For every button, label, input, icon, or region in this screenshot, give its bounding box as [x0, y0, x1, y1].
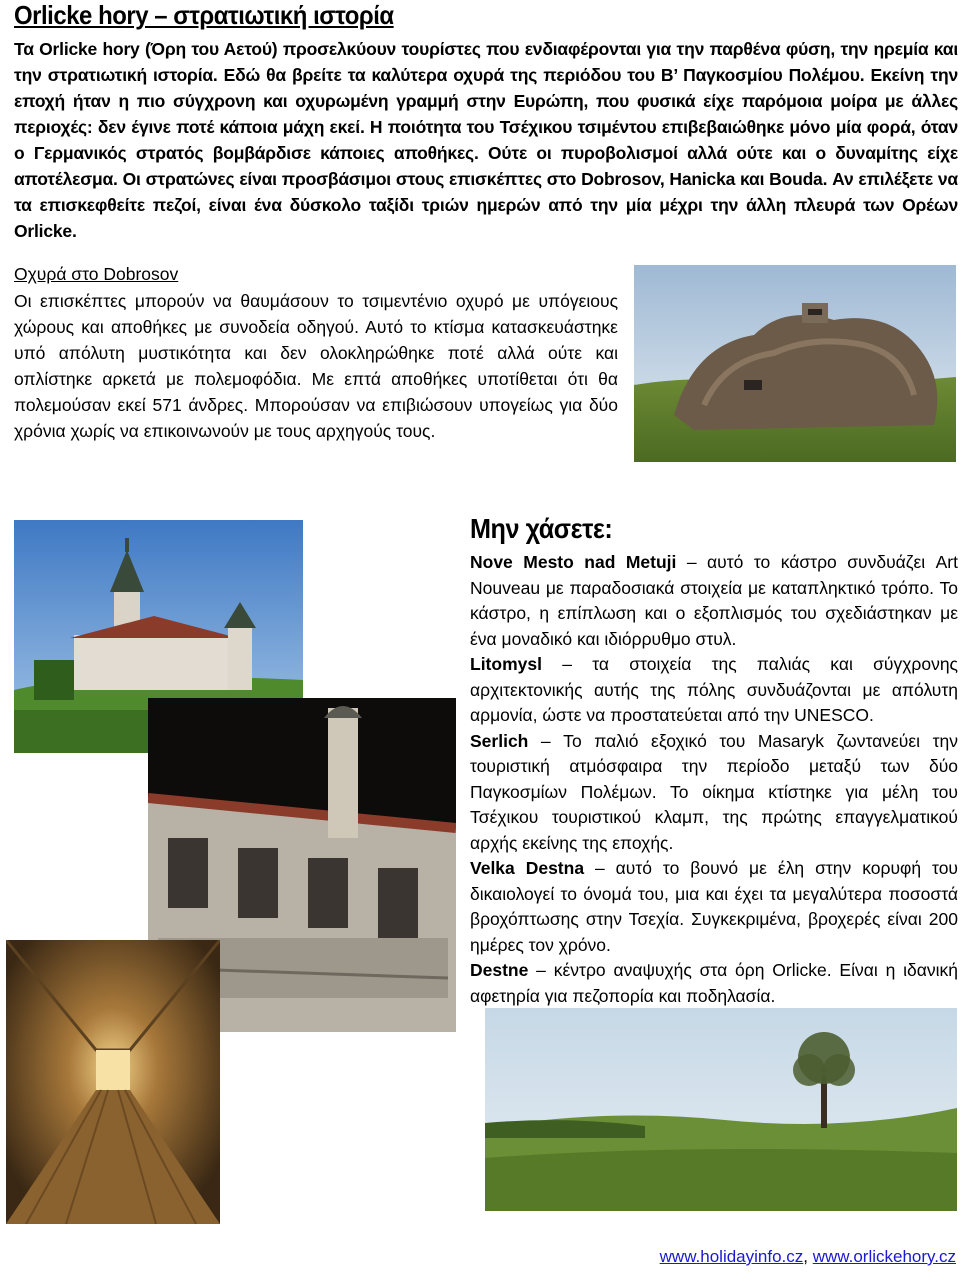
attraction-name: Velka Destna: [470, 858, 585, 878]
dont-miss-heading: Μην χάσετε:: [470, 513, 613, 544]
attraction-description: – αυτό το κάστρο συνδυάζει Art Nouveau με παραδοσιακά στοιχεία με καταπληκτικό τρόπο. Το κάστρο, η επίπλωση και ο εξοπλισμός του σχεδιάστηκαν με ένα μοναδικό και ιδιόρρυθμο στυλ.: [470, 552, 958, 649]
dont-miss-list: [470, 550, 958, 1009]
holidayinfo-link[interactable]: www.holidayinfo.cz: [659, 1247, 804, 1266]
attraction-name: Destne: [470, 960, 529, 980]
tunnel-photo: [6, 940, 220, 1224]
fortress-photo: [634, 265, 956, 462]
fortress-heading: Οχυρά στο Dobrosov: [14, 264, 179, 284]
attraction-name: Nove Mesto nad Metuji: [470, 552, 677, 572]
intro-paragraph: Τα Orlicke hory (Όρη του Αετού) προσελκύουν τουρίστες που ενδιαφέρονται για την παρθένα φύση, την ηρεμία και την στρατιωτική ιστορία. Εδώ θα βρείτε τα καλύτερα οχυρά της περιόδου του Β’ Παγκοσμίου Πολέμου. Εκείνη την εποχή ήταν η πιο σύγχρονη και οχυρωμένη γραμμή στην Ευρώπη, που φυσικά είχε παρόμοια μοίρα με άλλες περιοχές: δεν έγινε ποτέ κάποια μάχη εκεί. Η ποιότητα του Τσέχικου τσιμέντου επιβεβαιώθηκε μόνο μία φορά, όταν ο Γερμανικός στρατός βομβάρδισε κάποιες αποθήκες. Ούτε οι πυροβολισμοί αλλά ούτε και ο δυναμίτης είχε αποτέλεσμα. Οι στρατώνες είναι προσβάσιμοι στους επισκέπτες στο Dobrosov, Hanicka και Bouda. Αν επιλέξετε να τα επισκεφθείτε πεζοί, είναι ένα δύσκολο ταξίδι τριών ημερών από την μία μέχρι την άλλη πλευρά των Ορέων Orlicke.: [14, 39, 958, 241]
attraction-name: Serlich: [470, 730, 529, 751]
orlickehory-link[interactable]: www.orlickehory.cz: [812, 1247, 956, 1266]
footer-separator: ,: [803, 1247, 813, 1266]
attraction-description: – τα στοιχεία της παλιάς και σύγχρονης αρχιτεκτονικής αυτής της πόλης συνδυάζονται με απόλυτη αρμονία, ώστε να προστατεύεται από την UNESCO.: [470, 654, 958, 725]
attraction-name: Litomysl: [470, 654, 542, 674]
fortress-paragraph: Οι επισκέπτες μπορούν να θαυμάσουν το τσιμεντένιο οχυρό με υπόγειους χώρους και αποθήκες με συνοδεία οδηγού. Αυτό το κτίσμα κατασκευάστηκε υπό απόλυτη μυστικότητα και δεν ολοκληρώθηκε ποτέ αλλά ούτε και οπλίστηκε αρκετά με πολεμοφόδια. Με επτά αποθήκες υποτίθεται ότι θα πολεμούσαν εκεί 571 άνδρες. Μπορούσαν να επιβιώσουν υπογείως για δύο χρόνια χωρίς να επικοινωνούν με τους αρχηγούς τους.: [14, 291, 618, 441]
landscape-photo: [485, 1008, 957, 1211]
attraction-description: – Το παλιό εξοχικό του Masaryk ζωντανεύει την τουριστική ατμόσφαιρα την περίοδο μεταξύ των δύο Παγκοσμίων Πολέμων. Το οίκημα κτίστηκε για μέλη του Τσέχικου τουριστικού κλαμπ, της πρώτης επαγγελματικού αρχής εκείνης της εποχής.: [470, 730, 958, 853]
footer-links: [660, 1247, 956, 1267]
attraction-description: – κέντρο αναψυχής στα όρη Orlicke. Είναι η ιδανική αφετηρία για πεζοπορία και ποδηλασία.: [470, 960, 958, 1006]
page-title: Orlicke hory – στρατιωτική ιστορία: [14, 0, 394, 30]
attraction-description: – αυτό το βουνό με έλη στην κορυφή του δικαιολογεί το όνομά του, μια και έχει τα μεγαλύτερα ποσοστά βροχόπτωσης στην Τσεχία. Συγκεκριμένα, βροχερές είναι 200 ημέρες τον χρόνο.: [470, 858, 959, 955]
